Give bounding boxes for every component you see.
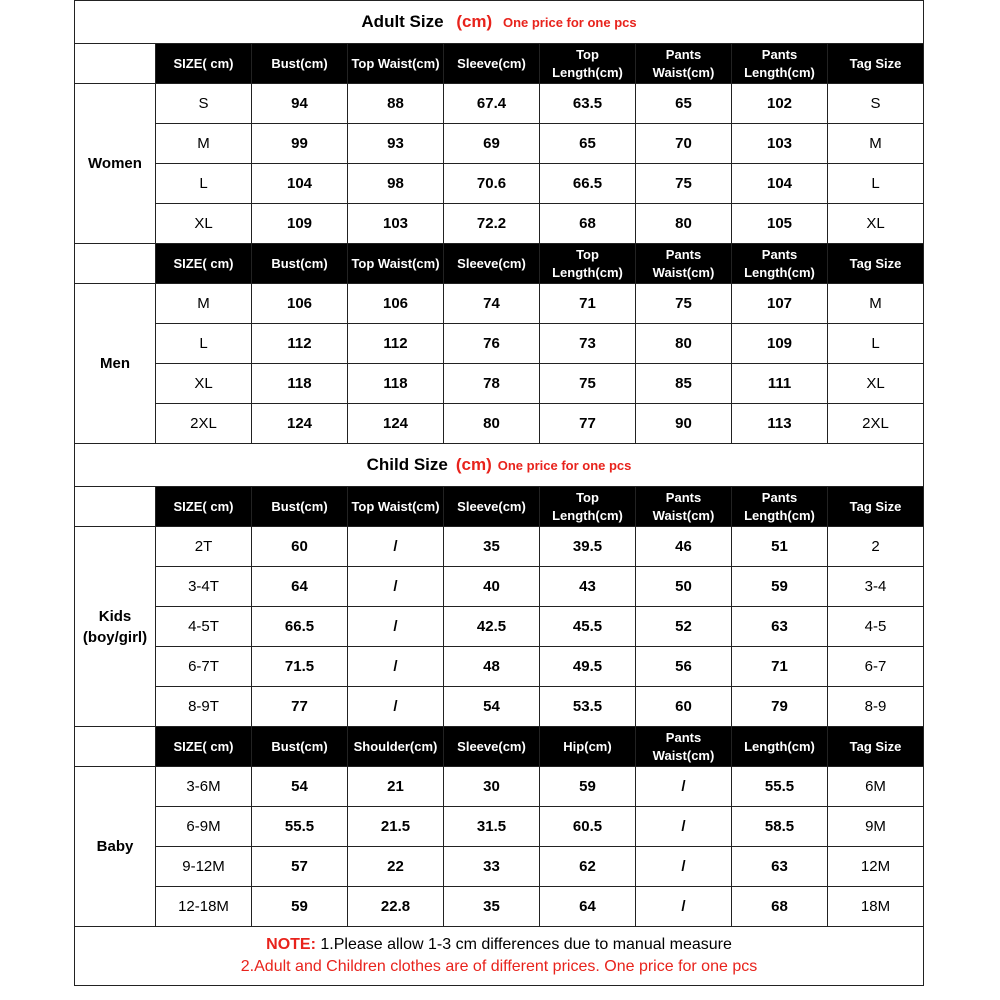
note-line-2: 2.Adult and Children clothes are of different prices. One price for one pcs <box>240 958 758 975</box>
measure-cell: 21 <box>348 767 444 807</box>
size-cell: 3-4T <box>156 567 252 607</box>
table-row <box>75 687 924 727</box>
measure-cell: 55.5 <box>732 767 828 807</box>
measure-cell: 75 <box>636 284 732 324</box>
measure-cell: 40 <box>444 567 540 607</box>
size-cell: 12-18M <box>156 887 252 927</box>
child-size-title <box>75 444 924 487</box>
column-header: Tag Size <box>828 244 924 284</box>
size-table <box>74 0 924 986</box>
measure-cell: / <box>636 767 732 807</box>
child-size-title-promo: One price for one pcs <box>497 458 632 473</box>
table-row <box>75 767 924 807</box>
size-cell: 6-9M <box>156 807 252 847</box>
baby-group-label: Baby <box>75 767 156 927</box>
kids-label-line2: (boy/girl) <box>82 628 148 646</box>
measure-cell: 54 <box>444 687 540 727</box>
tag-size-cell: XL <box>828 364 924 404</box>
measure-cell: 67.4 <box>444 84 540 124</box>
measure-cell: 88 <box>348 84 444 124</box>
baby-header-row <box>75 727 924 767</box>
note-cell <box>75 927 924 986</box>
measure-cell: / <box>348 567 444 607</box>
measure-cell: 68 <box>732 887 828 927</box>
kids-label-line1: Kids <box>98 607 132 625</box>
measure-cell: 48 <box>444 647 540 687</box>
measure-cell: 35 <box>444 887 540 927</box>
table-row <box>75 807 924 847</box>
measure-cell: 64 <box>252 567 348 607</box>
measure-cell: / <box>636 847 732 887</box>
measure-cell: 65 <box>540 124 636 164</box>
measure-cell: 22 <box>348 847 444 887</box>
measure-cell: 64 <box>540 887 636 927</box>
tag-size-cell: 12M <box>828 847 924 887</box>
measure-cell: 104 <box>252 164 348 204</box>
measure-cell: 31.5 <box>444 807 540 847</box>
measure-cell: 59 <box>252 887 348 927</box>
note-line-1 <box>75 934 923 956</box>
measure-cell: / <box>636 807 732 847</box>
size-cell: M <box>156 284 252 324</box>
measure-cell: / <box>636 887 732 927</box>
column-header: Top Waist(cm) <box>348 44 444 84</box>
measure-cell: 124 <box>348 404 444 444</box>
child-size-title-unit: (cm) <box>455 455 492 474</box>
measure-cell: 76 <box>444 324 540 364</box>
measure-cell: 60 <box>252 527 348 567</box>
adult-title-promo: One price for one pcs <box>502 15 637 30</box>
column-header: Top Waist(cm) <box>348 244 444 284</box>
tag-size-cell: 3-4 <box>828 567 924 607</box>
measure-cell: 62 <box>540 847 636 887</box>
tag-size-cell: 9M <box>828 807 924 847</box>
column-header: Sleeve(cm) <box>444 244 540 284</box>
column-header: Sleeve(cm) <box>444 487 540 527</box>
column-header: Tag Size <box>828 487 924 527</box>
measure-cell: 109 <box>252 204 348 244</box>
measure-cell: 118 <box>348 364 444 404</box>
measure-cell: 99 <box>252 124 348 164</box>
tag-size-cell: L <box>828 164 924 204</box>
tag-size-cell: 2 <box>828 527 924 567</box>
table-row <box>75 527 924 567</box>
size-cell: 8-9T <box>156 687 252 727</box>
tag-size-cell: XL <box>828 204 924 244</box>
table-row <box>75 204 924 244</box>
column-header: Top Length(cm) <box>540 44 636 84</box>
measure-cell: 102 <box>732 84 828 124</box>
measure-cell: 72.2 <box>444 204 540 244</box>
tag-size-cell: 6M <box>828 767 924 807</box>
measure-cell: 93 <box>348 124 444 164</box>
measure-cell: 75 <box>540 364 636 404</box>
measure-cell: 111 <box>732 364 828 404</box>
tag-size-cell: S <box>828 84 924 124</box>
measure-cell: 63 <box>732 847 828 887</box>
tag-size-cell: 18M <box>828 887 924 927</box>
column-header: Bust(cm) <box>252 44 348 84</box>
women-header-blank <box>75 44 156 84</box>
measure-cell: 78 <box>444 364 540 404</box>
measure-cell: 60.5 <box>540 807 636 847</box>
size-cell: 3-6M <box>156 767 252 807</box>
measure-cell: 21.5 <box>348 807 444 847</box>
column-header: Pants Length(cm) <box>732 44 828 84</box>
measure-cell: 58.5 <box>732 807 828 847</box>
table-row <box>75 847 924 887</box>
measure-cell: 51 <box>732 527 828 567</box>
size-cell: S <box>156 84 252 124</box>
column-header: SIZE( cm) <box>156 487 252 527</box>
women-group-label: Women <box>75 84 156 244</box>
column-header: SIZE( cm) <box>156 727 252 767</box>
column-header: Pants Waist(cm) <box>636 727 732 767</box>
measure-cell: 71 <box>540 284 636 324</box>
measure-cell: 106 <box>252 284 348 324</box>
tag-size-cell: 6-7 <box>828 647 924 687</box>
measure-cell: 22.8 <box>348 887 444 927</box>
table-row <box>75 284 924 324</box>
adult-size-title <box>75 1 924 44</box>
size-cell: L <box>156 164 252 204</box>
measure-cell: 103 <box>348 204 444 244</box>
men-group-label: Men <box>75 284 156 444</box>
column-header: Top Length(cm) <box>540 244 636 284</box>
size-cell: XL <box>156 204 252 244</box>
measure-cell: 112 <box>252 324 348 364</box>
measure-cell: 33 <box>444 847 540 887</box>
column-header: Pants Length(cm) <box>732 244 828 284</box>
measure-cell: 59 <box>732 567 828 607</box>
size-cell: 4-5T <box>156 607 252 647</box>
column-header: Tag Size <box>828 44 924 84</box>
column-header: Hip(cm) <box>540 727 636 767</box>
measure-cell: 118 <box>252 364 348 404</box>
adult-title-main: Adult Size <box>361 12 444 31</box>
measure-cell: 68 <box>540 204 636 244</box>
column-header: Pants Waist(cm) <box>636 487 732 527</box>
size-cell: L <box>156 324 252 364</box>
column-header: SIZE( cm) <box>156 244 252 284</box>
table-row <box>75 324 924 364</box>
measure-cell: 106 <box>348 284 444 324</box>
tag-size-cell: 8-9 <box>828 687 924 727</box>
measure-cell: 105 <box>732 204 828 244</box>
measure-cell: 71 <box>732 647 828 687</box>
adult-size-title-row <box>75 1 924 44</box>
measure-cell: 35 <box>444 527 540 567</box>
measure-cell: 113 <box>732 404 828 444</box>
measure-cell: 49.5 <box>540 647 636 687</box>
kids-header-row <box>75 487 924 527</box>
measure-cell: 42.5 <box>444 607 540 647</box>
measure-cell: 57 <box>252 847 348 887</box>
measure-cell: 52 <box>636 607 732 647</box>
measure-cell: 45.5 <box>540 607 636 647</box>
size-cell: XL <box>156 364 252 404</box>
note-label: NOTE: <box>266 936 316 953</box>
measure-cell: 109 <box>732 324 828 364</box>
measure-cell: 39.5 <box>540 527 636 567</box>
column-header: Shoulder(cm) <box>348 727 444 767</box>
measure-cell: 77 <box>252 687 348 727</box>
table-row <box>75 404 924 444</box>
measure-cell: 124 <box>252 404 348 444</box>
measure-cell: 66.5 <box>252 607 348 647</box>
measure-cell: 75 <box>636 164 732 204</box>
measure-cell: 56 <box>636 647 732 687</box>
size-chart <box>74 0 923 1000</box>
table-row <box>75 647 924 687</box>
measure-cell: 112 <box>348 324 444 364</box>
measure-cell: 80 <box>636 324 732 364</box>
measure-cell: 103 <box>732 124 828 164</box>
measure-cell: 73 <box>540 324 636 364</box>
size-cell: 9-12M <box>156 847 252 887</box>
measure-cell: 53.5 <box>540 687 636 727</box>
kids-group-label <box>75 527 156 727</box>
child-size-title-row <box>75 444 924 487</box>
column-header: SIZE( cm) <box>156 44 252 84</box>
measure-cell: 46 <box>636 527 732 567</box>
child-size-title-main: Child Size <box>366 455 448 474</box>
measure-cell: 80 <box>636 204 732 244</box>
column-header: Bust(cm) <box>252 244 348 284</box>
tag-size-cell: 4-5 <box>828 607 924 647</box>
measure-cell: 66.5 <box>540 164 636 204</box>
kids-header-blank <box>75 487 156 527</box>
measure-cell: 50 <box>636 567 732 607</box>
women-header-row <box>75 44 924 84</box>
measure-cell: 107 <box>732 284 828 324</box>
column-header: Bust(cm) <box>252 487 348 527</box>
measure-cell: / <box>348 607 444 647</box>
measure-cell: / <box>348 647 444 687</box>
table-row <box>75 567 924 607</box>
size-cell: 2XL <box>156 404 252 444</box>
column-header: Pants Waist(cm) <box>636 244 732 284</box>
column-header: Pants Length(cm) <box>732 487 828 527</box>
column-header: Sleeve(cm) <box>444 44 540 84</box>
table-row <box>75 887 924 927</box>
measure-cell: 104 <box>732 164 828 204</box>
table-row <box>75 364 924 404</box>
measure-cell: 54 <box>252 767 348 807</box>
size-cell: 6-7T <box>156 647 252 687</box>
measure-cell: 74 <box>444 284 540 324</box>
measure-cell: 94 <box>252 84 348 124</box>
measure-cell: 80 <box>444 404 540 444</box>
column-header: Sleeve(cm) <box>444 727 540 767</box>
men-header-blank <box>75 244 156 284</box>
men-header-row <box>75 244 924 284</box>
measure-cell: 30 <box>444 767 540 807</box>
measure-cell: 85 <box>636 364 732 404</box>
column-header: Top Waist(cm) <box>348 487 444 527</box>
measure-cell: 71.5 <box>252 647 348 687</box>
column-header: Pants Waist(cm) <box>636 44 732 84</box>
tag-size-cell: M <box>828 284 924 324</box>
size-cell: M <box>156 124 252 164</box>
column-header: Top Length(cm) <box>540 487 636 527</box>
measure-cell: 65 <box>636 84 732 124</box>
measure-cell: 63 <box>732 607 828 647</box>
note-row <box>75 927 924 986</box>
column-header: Tag Size <box>828 727 924 767</box>
measure-cell: / <box>348 527 444 567</box>
column-header: Length(cm) <box>732 727 828 767</box>
measure-cell: 90 <box>636 404 732 444</box>
measure-cell: 59 <box>540 767 636 807</box>
size-cell: 2T <box>156 527 252 567</box>
table-row <box>75 164 924 204</box>
measure-cell: 98 <box>348 164 444 204</box>
tag-size-cell: L <box>828 324 924 364</box>
measure-cell: 63.5 <box>540 84 636 124</box>
measure-cell: 69 <box>444 124 540 164</box>
table-row <box>75 84 924 124</box>
measure-cell: / <box>348 687 444 727</box>
measure-cell: 70 <box>636 124 732 164</box>
column-header: Bust(cm) <box>252 727 348 767</box>
tag-size-cell: M <box>828 124 924 164</box>
measure-cell: 60 <box>636 687 732 727</box>
tag-size-cell: 2XL <box>828 404 924 444</box>
table-row <box>75 124 924 164</box>
baby-header-blank <box>75 727 156 767</box>
measure-cell: 77 <box>540 404 636 444</box>
note-text-1: 1.Please allow 1-3 cm differences due to manual measure <box>320 936 732 953</box>
measure-cell: 43 <box>540 567 636 607</box>
measure-cell: 55.5 <box>252 807 348 847</box>
measure-cell: 79 <box>732 687 828 727</box>
measure-cell: 70.6 <box>444 164 540 204</box>
adult-title-unit: (cm) <box>456 12 493 31</box>
table-row <box>75 607 924 647</box>
